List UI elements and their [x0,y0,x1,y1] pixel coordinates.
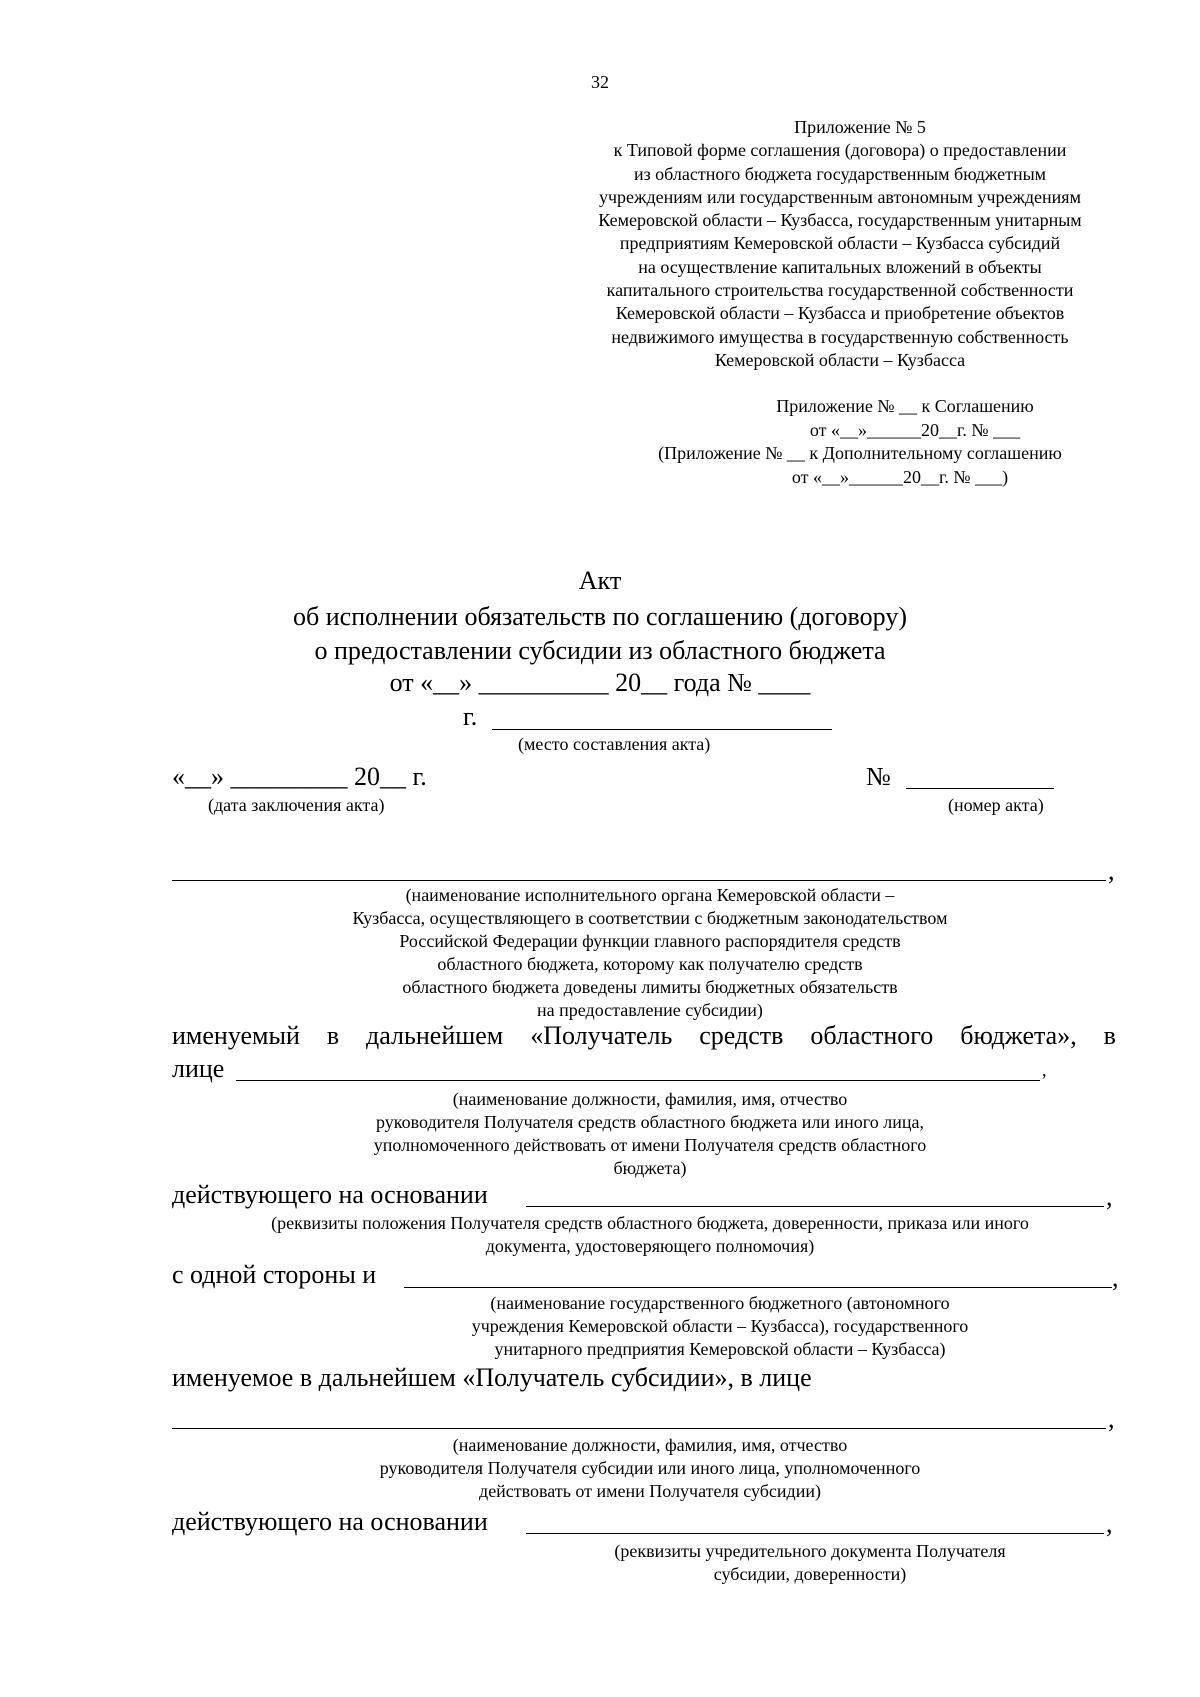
place-caption: (место составления акта) [518,734,711,754]
comma: , [1108,1404,1115,1433]
agreement-ref-line: от «__»______20__г. № ___) [791,466,1009,487]
date-caption: (дата заключения акта) [208,795,385,815]
number-prefix: № [866,762,891,791]
one-side-label: с одной стороны и [172,1260,377,1289]
caption-line: Кузбасса, осуществляющего в соответствии с бюджетным законодательством [352,908,948,928]
appendix-line: недвижимого имущества в государственную собственность [611,326,1069,347]
appendix-line: учреждениям или государственным автономным учреждениям [599,186,1081,207]
caption-line: руководителя Получателя средств областного бюджета или иного лица, [376,1112,924,1132]
caption-line: документа, удостоверяющего полномочия) [485,1236,815,1256]
comma: , [1042,1060,1047,1080]
acting-basis-label: действующего на основании [172,1180,488,1209]
caption-line: областного бюджета доведены лимиты бюджетных обязательств [402,977,898,997]
named-recipient-line [172,1021,1116,1051]
word: в [326,1021,340,1050]
face-label: лице [172,1054,225,1083]
subsidy-head-line [172,1428,1106,1429]
caption-line: бюджета) [613,1158,687,1178]
subsidy-head-caption [300,1434,1000,1503]
basis-caption-2 [560,1540,1060,1586]
agreement-ref-line: (Приложение № __ к Дополнительному соглашению [658,443,1062,463]
acting-basis-line [526,1206,1104,1207]
acting-basis-line-2 [526,1533,1104,1534]
executive-body-line [172,880,1106,881]
caption-line: Российской Федерации функции главного распорядителя средств [399,931,901,951]
appendix-header [540,116,1140,372]
face-line [236,1080,1040,1081]
act-subtitle-1: об исполнении обязательств по соглашению (договору) [293,602,907,631]
word: в [1103,1021,1116,1050]
comma: , [1112,1263,1119,1292]
appendix-line: на осуществление капитальных вложений в объекты [638,256,1042,277]
number-caption: (номер акта) [948,795,1044,815]
word: «Получатель [530,1021,673,1050]
act-title: Акт [578,566,622,595]
appendix-line: Приложение № 5 [794,117,926,137]
caption-line: (реквизиты учредительного документа Получателя [614,1541,1006,1561]
caption-line: (наименование исполнительного органа Кемеровской области – [405,885,895,905]
executive-body-caption [300,884,1000,1022]
caption-line: (реквизиты положения Получателя средств областного бюджета, доверенности, приказа или иного [271,1213,1029,1233]
word: бюджета», [960,1021,1077,1050]
date-field: «__» _________ 20__ г. [172,762,427,791]
caption-line: (наименование должности, фамилия, имя, отчество [452,1089,848,1109]
agreement-ref-line: от «__»______20__г. № ___ [809,419,1021,440]
caption-line: областного бюджета, которому как получателю средств [437,954,863,974]
comma: , [1106,1509,1113,1538]
acting-basis-label-2: действующего на основании [172,1507,488,1536]
act-subtitle-2: о предоставлении субсидии из областного бюджета [314,636,886,665]
comma: , [1106,1182,1113,1211]
word: областного [810,1021,934,1050]
caption-line: (наименование государственного бюджетного (автономного [490,1293,950,1313]
caption-line: уполномоченного действовать от имени Получателя средств областного [373,1135,927,1155]
caption-line: субсидии, доверенности) [713,1564,907,1584]
word: средств [699,1021,784,1050]
caption-line: унитарного предприятия Кемеровской области – Кузбасса) [494,1339,946,1359]
caption-line: (наименование должности, фамилия, имя, отчество [452,1435,848,1455]
caption-line: действовать от имени Получателя субсидии) [479,1481,821,1501]
word: именуемый [172,1021,300,1050]
appendix-line: из областного бюджета государственным бюджетным [633,163,1047,184]
number-line [906,788,1054,789]
caption-line: на предоставление субсидии) [537,1000,763,1020]
agreement-ref-line: Приложение № __ к Соглашению [776,396,1034,416]
appendix-line: Кемеровской области – Кузбасса [714,349,966,370]
institution-line [404,1287,1112,1288]
caption-line: учреждения Кемеровской области – Кузбасса), государственного [471,1316,969,1336]
agreement-reference [630,395,1150,489]
caption-line: руководителя Получателя субсидии или иного лица, уполномоченного [379,1458,921,1478]
place-prefix: г. [463,702,478,731]
comma: , [1108,856,1115,885]
named-subsidy-line: именуемое в дальнейшем «Получатель субсидии», в лице [172,1363,812,1392]
appendix-line: к Типовой форме соглашения (договора) о предоставлении [613,140,1067,161]
head-caption [290,1088,1010,1180]
place-line [492,729,832,730]
page-number: 32 [591,72,609,92]
appendix-line: капитального строительства государственной собственности [606,280,1074,301]
appendix-line: Кемеровской области – Кузбасса и приобретение объектов [615,303,1065,324]
act-date-number: от «__» __________ 20__ года № ____ [389,668,811,697]
basis-caption [180,1212,1120,1258]
institution-caption [370,1292,1070,1361]
appendix-line: предприятиям Кемеровской области – Кузбасса субсидий [619,233,1061,254]
appendix-line: Кемеровской области – Кузбасса, государственным унитарным [598,210,1082,231]
word: дальнейшем [366,1021,504,1050]
